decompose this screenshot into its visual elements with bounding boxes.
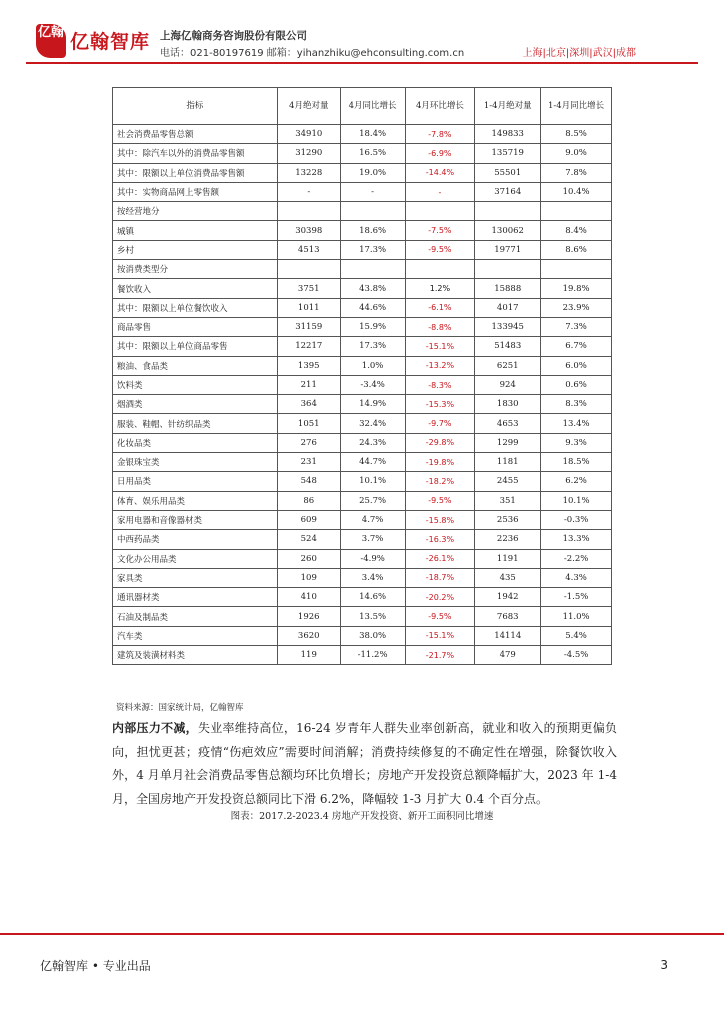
cell-ytd-value: 4653 bbox=[475, 414, 541, 433]
table-row bbox=[113, 279, 612, 298]
cell-ytd-yoy: 4.3% bbox=[541, 568, 612, 587]
cell-april-yoy: 3.7% bbox=[340, 530, 405, 549]
cell-ytd-value: 1942 bbox=[475, 588, 541, 607]
cell-april-value: 211 bbox=[277, 375, 340, 394]
cell-april-mom bbox=[405, 202, 475, 221]
cell-ytd-yoy bbox=[541, 260, 612, 279]
cell-april-value: 609 bbox=[277, 510, 340, 529]
cell-april-mom: - bbox=[405, 182, 475, 201]
page-header bbox=[0, 0, 724, 70]
cell-ytd-yoy: 7.3% bbox=[541, 317, 612, 336]
page-number: 3 bbox=[660, 958, 668, 972]
cell-april-mom: -29.8% bbox=[405, 433, 475, 452]
cell-april-value: 1926 bbox=[277, 607, 340, 626]
cell-indicator: 社会消费品零售总额 bbox=[113, 125, 278, 144]
cell-april-value: 410 bbox=[277, 588, 340, 607]
brand-name: 亿翰智库 bbox=[70, 31, 151, 53]
cell-ytd-value bbox=[475, 202, 541, 221]
cell-ytd-yoy: 13.3% bbox=[541, 530, 612, 549]
cell-indicator: 中西药品类 bbox=[113, 530, 278, 549]
paragraph-lead: 内部压力不减， bbox=[112, 721, 198, 735]
cell-april-mom: -7.8% bbox=[405, 125, 475, 144]
cell-indicator: 通讯器材类 bbox=[113, 588, 278, 607]
cell-indicator: 服装、鞋帽、针纺织品类 bbox=[113, 414, 278, 433]
cell-indicator: 文化办公用品类 bbox=[113, 549, 278, 568]
cell-ytd-yoy: 10.4% bbox=[541, 182, 612, 201]
cell-april-value: 109 bbox=[277, 568, 340, 587]
cell-april-yoy: 1.0% bbox=[340, 356, 405, 375]
cell-april-mom bbox=[405, 260, 475, 279]
cell-indicator: 家具类 bbox=[113, 568, 278, 587]
cell-april-value: 1011 bbox=[277, 298, 340, 317]
cell-ytd-value: 149833 bbox=[475, 125, 541, 144]
cell-april-mom: -15.1% bbox=[405, 337, 475, 356]
cell-indicator: 乡村 bbox=[113, 240, 278, 259]
table-row bbox=[113, 298, 612, 317]
cell-indicator: 其中：实物商品网上零售额 bbox=[113, 182, 278, 201]
table-row bbox=[113, 626, 612, 645]
cell-april-value bbox=[277, 260, 340, 279]
cell-ytd-yoy: -2.2% bbox=[541, 549, 612, 568]
cell-ytd-yoy: 11.0% bbox=[541, 607, 612, 626]
cell-ytd-yoy: -4.5% bbox=[541, 646, 612, 665]
cell-ytd-yoy: 10.1% bbox=[541, 491, 612, 510]
cell-april-value: 30398 bbox=[277, 221, 340, 240]
cell-april-value: 3620 bbox=[277, 626, 340, 645]
header-cell-indicator: 指标 bbox=[113, 88, 278, 125]
header-cell-ytd-yoy: 1-4月同比增长 bbox=[541, 88, 612, 125]
cell-ytd-value: 1191 bbox=[475, 549, 541, 568]
cell-april-mom: -21.7% bbox=[405, 646, 475, 665]
cell-ytd-yoy: 8.6% bbox=[541, 240, 612, 259]
table-row bbox=[113, 433, 612, 452]
cell-april-mom: -8.8% bbox=[405, 317, 475, 336]
cell-april-yoy: 15.9% bbox=[340, 317, 405, 336]
cell-ytd-yoy: 7.8% bbox=[541, 163, 612, 182]
cell-ytd-value: 351 bbox=[475, 491, 541, 510]
cell-april-yoy bbox=[340, 202, 405, 221]
header-cell-april-value: 4月绝对量 bbox=[277, 88, 340, 125]
cell-april-yoy: 17.3% bbox=[340, 337, 405, 356]
cell-ytd-yoy: 9.3% bbox=[541, 433, 612, 452]
cell-indicator: 家用电器和音像器材类 bbox=[113, 510, 278, 529]
cell-ytd-yoy bbox=[541, 202, 612, 221]
cell-indicator: 饮料类 bbox=[113, 375, 278, 394]
cell-april-yoy: 13.5% bbox=[340, 607, 405, 626]
cell-april-mom: -8.3% bbox=[405, 375, 475, 394]
cell-april-yoy: 38.0% bbox=[340, 626, 405, 645]
table-row bbox=[113, 491, 612, 510]
cell-ytd-yoy: 23.9% bbox=[541, 298, 612, 317]
header-divider bbox=[26, 62, 698, 64]
cell-april-yoy: 19.0% bbox=[340, 163, 405, 182]
cell-indicator: 金银珠宝类 bbox=[113, 453, 278, 472]
cell-april-yoy: 24.3% bbox=[340, 433, 405, 452]
table-row bbox=[113, 144, 612, 163]
cell-ytd-value: 15888 bbox=[475, 279, 541, 298]
table-row bbox=[113, 510, 612, 529]
cell-indicator: 建筑及装潢材料类 bbox=[113, 646, 278, 665]
cell-april-value: - bbox=[277, 182, 340, 201]
cell-ytd-value: 1181 bbox=[475, 453, 541, 472]
cell-april-yoy: 44.6% bbox=[340, 298, 405, 317]
cell-ytd-value: 6251 bbox=[475, 356, 541, 375]
table-row bbox=[113, 240, 612, 259]
cell-april-value: 86 bbox=[277, 491, 340, 510]
table-row bbox=[113, 646, 612, 665]
table-row bbox=[113, 375, 612, 394]
cell-ytd-yoy: 8.5% bbox=[541, 125, 612, 144]
cell-indicator: 体育、娱乐用品类 bbox=[113, 491, 278, 510]
table-body bbox=[113, 125, 612, 665]
table-row bbox=[113, 530, 612, 549]
cell-april-value: 524 bbox=[277, 530, 340, 549]
cell-ytd-value: 19771 bbox=[475, 240, 541, 259]
cell-ytd-yoy: 6.2% bbox=[541, 472, 612, 491]
cell-ytd-value: 924 bbox=[475, 375, 541, 394]
cell-ytd-yoy: 6.7% bbox=[541, 337, 612, 356]
cell-april-mom: -6.1% bbox=[405, 298, 475, 317]
cell-ytd-yoy: -0.3% bbox=[541, 510, 612, 529]
cell-indicator: 其中：限额以上单位商品零售 bbox=[113, 337, 278, 356]
cell-ytd-value: 130062 bbox=[475, 221, 541, 240]
cell-april-value: 13228 bbox=[277, 163, 340, 182]
cell-april-yoy: 43.8% bbox=[340, 279, 405, 298]
cell-april-value: 548 bbox=[277, 472, 340, 491]
brand-logo-icon: 亿翰 bbox=[36, 24, 66, 58]
cell-april-yoy: 32.4% bbox=[340, 414, 405, 433]
cell-april-yoy: 44.7% bbox=[340, 453, 405, 472]
cell-april-value: 3751 bbox=[277, 279, 340, 298]
body-paragraph bbox=[112, 717, 617, 811]
cell-april-yoy: 25.7% bbox=[340, 491, 405, 510]
cell-ytd-value: 1830 bbox=[475, 395, 541, 414]
table-row bbox=[113, 356, 612, 375]
table-row bbox=[113, 414, 612, 433]
cell-april-yoy: 14.6% bbox=[340, 588, 405, 607]
header-cell-april-mom: 4月环比增长 bbox=[405, 88, 475, 125]
cell-april-mom: -9.7% bbox=[405, 414, 475, 433]
cell-april-mom: -18.2% bbox=[405, 472, 475, 491]
cell-ytd-yoy: 8.4% bbox=[541, 221, 612, 240]
cell-indicator: 粮油、食品类 bbox=[113, 356, 278, 375]
cell-ytd-value: 479 bbox=[475, 646, 541, 665]
cell-april-yoy: 18.4% bbox=[340, 125, 405, 144]
contact-info: 电话：021-80197619 邮箱：yihanzhiku@ehconsulting.com.cn bbox=[160, 48, 465, 59]
cell-indicator: 其中：限额以上单位消费品零售额 bbox=[113, 163, 278, 182]
cell-april-value: 1395 bbox=[277, 356, 340, 375]
cell-ytd-value bbox=[475, 260, 541, 279]
cell-april-mom: -13.2% bbox=[405, 356, 475, 375]
table-row bbox=[113, 607, 612, 626]
cell-indicator: 城镇 bbox=[113, 221, 278, 240]
cell-ytd-yoy: 5.4% bbox=[541, 626, 612, 645]
cell-ytd-value: 2455 bbox=[475, 472, 541, 491]
cell-indicator: 其中：除汽车以外的消费品零售额 bbox=[113, 144, 278, 163]
cell-ytd-yoy: -1.5% bbox=[541, 588, 612, 607]
table-row bbox=[113, 588, 612, 607]
cell-april-mom: -20.2% bbox=[405, 588, 475, 607]
cell-april-yoy: 18.6% bbox=[340, 221, 405, 240]
cell-ytd-value: 2536 bbox=[475, 510, 541, 529]
cell-april-value: 34910 bbox=[277, 125, 340, 144]
header-cell-ytd-value: 1-4月绝对量 bbox=[475, 88, 541, 125]
cell-april-mom: -7.5% bbox=[405, 221, 475, 240]
cell-ytd-value: 4017 bbox=[475, 298, 541, 317]
cell-ytd-value: 435 bbox=[475, 568, 541, 587]
cell-ytd-value: 1299 bbox=[475, 433, 541, 452]
cell-indicator: 餐饮收入 bbox=[113, 279, 278, 298]
cell-indicator: 日用品类 bbox=[113, 472, 278, 491]
cell-ytd-value: 7683 bbox=[475, 607, 541, 626]
table-row bbox=[113, 568, 612, 587]
cell-april-value bbox=[277, 202, 340, 221]
cell-april-value: 260 bbox=[277, 549, 340, 568]
table-row bbox=[113, 202, 612, 221]
retail-sales-table bbox=[112, 87, 612, 665]
cell-april-yoy: 14.9% bbox=[340, 395, 405, 414]
cell-ytd-value: 14114 bbox=[475, 626, 541, 645]
cell-april-mom: -9.5% bbox=[405, 491, 475, 510]
cell-april-value: 31290 bbox=[277, 144, 340, 163]
cell-april-mom: -15.8% bbox=[405, 510, 475, 529]
table-header-row bbox=[113, 88, 612, 125]
cell-april-mom: -19.8% bbox=[405, 453, 475, 472]
table-source-note: 资料来源：国家统计局，亿翰智库 bbox=[116, 703, 244, 713]
cell-april-yoy: -3.4% bbox=[340, 375, 405, 394]
cell-ytd-value: 51483 bbox=[475, 337, 541, 356]
header-cell-april-yoy: 4月同比增长 bbox=[340, 88, 405, 125]
table-row bbox=[113, 317, 612, 336]
cell-april-value: 231 bbox=[277, 453, 340, 472]
cell-april-yoy: -4.9% bbox=[340, 549, 405, 568]
paragraph-text: 失业率维持高位，16-24 岁青年人群失业率创新高，就业和收入的预期更偏负向，担忧更甚；疫情“伤疤效应”需要时间消解；消费持续修复的不确定性在增强，除餐饮收入外，4 月单月社会消费品零售总额均环比负增长；房地产开发投资总额降幅扩大，2023 年 1-4 月，全国房地产开发投资总额同比下滑 6.2%，降幅较 1-3 月扩大 0.4 个百分点。 bbox=[112, 721, 617, 806]
cell-april-value: 276 bbox=[277, 433, 340, 452]
cell-indicator: 石油及制品类 bbox=[113, 607, 278, 626]
table-row bbox=[113, 260, 612, 279]
cell-ytd-yoy: 0.6% bbox=[541, 375, 612, 394]
cell-ytd-value: 135719 bbox=[475, 144, 541, 163]
cell-ytd-yoy: 19.8% bbox=[541, 279, 612, 298]
cell-ytd-yoy: 13.4% bbox=[541, 414, 612, 433]
table-row bbox=[113, 125, 612, 144]
cell-ytd-value: 55501 bbox=[475, 163, 541, 182]
cell-ytd-yoy: 8.3% bbox=[541, 395, 612, 414]
table-row bbox=[113, 221, 612, 240]
cell-indicator: 商品零售 bbox=[113, 317, 278, 336]
cell-april-value: 4513 bbox=[277, 240, 340, 259]
table-row bbox=[113, 337, 612, 356]
cell-april-yoy: 17.3% bbox=[340, 240, 405, 259]
cell-april-yoy: 3.4% bbox=[340, 568, 405, 587]
cell-april-value: 364 bbox=[277, 395, 340, 414]
cell-april-mom: -26.1% bbox=[405, 549, 475, 568]
cell-indicator: 化妆品类 bbox=[113, 433, 278, 452]
company-name: 上海亿翰商务咨询股份有限公司 bbox=[160, 30, 307, 42]
cell-april-value: 12217 bbox=[277, 337, 340, 356]
cell-ytd-yoy: 6.0% bbox=[541, 356, 612, 375]
cell-april-mom: -18.7% bbox=[405, 568, 475, 587]
cell-april-value: 31159 bbox=[277, 317, 340, 336]
office-cities: 上海|北京|深圳|武汉|成都 bbox=[522, 48, 636, 59]
cell-april-mom: -15.1% bbox=[405, 626, 475, 645]
table-row bbox=[113, 472, 612, 491]
table-row bbox=[113, 549, 612, 568]
cell-indicator: 其中：限额以上单位餐饮收入 bbox=[113, 298, 278, 317]
chart-caption: 图表：2017.2-2023.4 房地产开发投资、新开工面积同比增速 bbox=[230, 811, 494, 822]
cell-ytd-value: 37164 bbox=[475, 182, 541, 201]
cell-april-mom: -15.3% bbox=[405, 395, 475, 414]
cell-ytd-value: 133945 bbox=[475, 317, 541, 336]
cell-april-mom: -9.5% bbox=[405, 240, 475, 259]
table-row bbox=[113, 182, 612, 201]
cell-indicator: 按经营地分 bbox=[113, 202, 278, 221]
cell-april-mom: -9.5% bbox=[405, 607, 475, 626]
cell-april-yoy: -11.2% bbox=[340, 646, 405, 665]
table-row bbox=[113, 163, 612, 182]
footer-divider bbox=[0, 933, 724, 935]
cell-april-yoy: - bbox=[340, 182, 405, 201]
cell-indicator: 按消费类型分 bbox=[113, 260, 278, 279]
table-row bbox=[113, 453, 612, 472]
table-row bbox=[113, 395, 612, 414]
cell-april-yoy bbox=[340, 260, 405, 279]
cell-april-mom: -16.3% bbox=[405, 530, 475, 549]
cell-april-yoy: 16.5% bbox=[340, 144, 405, 163]
cell-april-value: 119 bbox=[277, 646, 340, 665]
cell-april-yoy: 4.7% bbox=[340, 510, 405, 529]
cell-april-value: 1051 bbox=[277, 414, 340, 433]
cell-indicator: 汽车类 bbox=[113, 626, 278, 645]
cell-ytd-yoy: 18.5% bbox=[541, 453, 612, 472]
cell-april-yoy: 10.1% bbox=[340, 472, 405, 491]
cell-ytd-yoy: 9.0% bbox=[541, 144, 612, 163]
cell-april-mom: -6.9% bbox=[405, 144, 475, 163]
cell-ytd-value: 2236 bbox=[475, 530, 541, 549]
cell-april-mom: -14.4% bbox=[405, 163, 475, 182]
footer-brand-text: 亿翰智库 • 专业出品 bbox=[40, 959, 151, 973]
cell-indicator: 烟酒类 bbox=[113, 395, 278, 414]
cell-april-mom: 1.2% bbox=[405, 279, 475, 298]
